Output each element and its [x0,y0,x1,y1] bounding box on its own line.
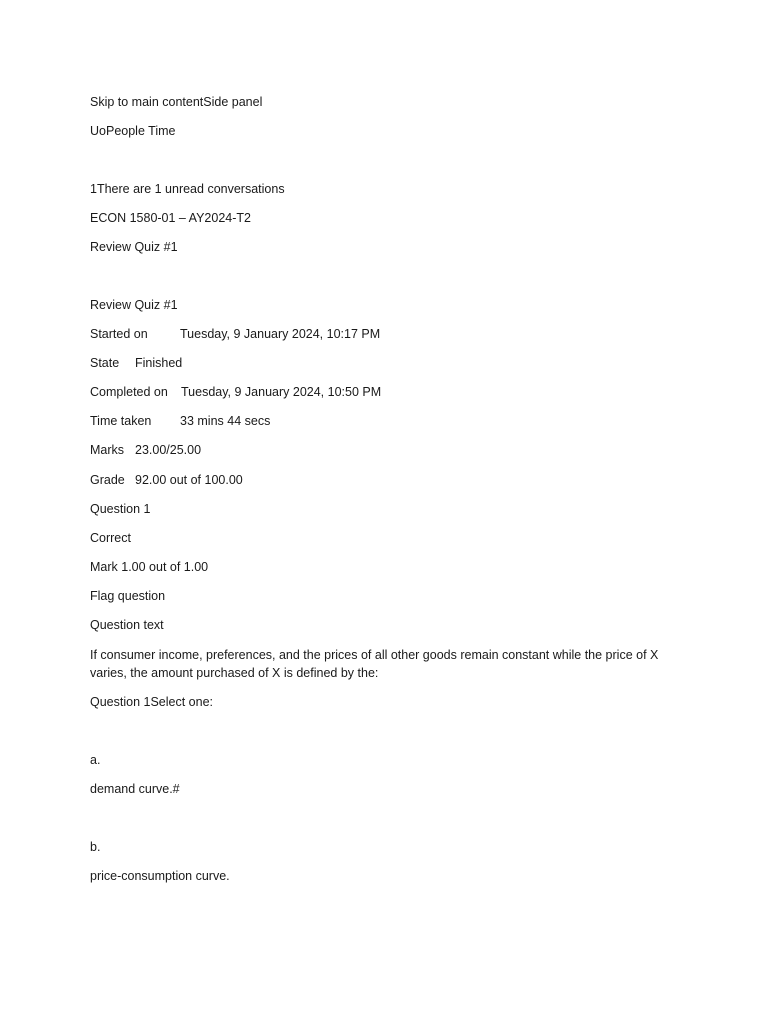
question-status: Correct [90,531,131,545]
option-b-letter[interactable]: b. [90,840,101,854]
flag-question-button[interactable]: Flag question [90,589,166,603]
completed-on-value: Tuesday, 9 January 2024, 10:50 PM [181,385,382,399]
notification-text: There are 1 unread conversations [96,182,285,196]
question-mark: Mark 1.00 out of 1.00 [90,560,209,574]
option-a-text[interactable]: demand curve.# [90,782,180,796]
notification-count: 1 [90,182,97,196]
option-b-text[interactable]: price-consumption curve. [90,869,230,883]
time-taken-label: Time taken [90,414,152,428]
state-row [90,355,182,371]
marks-label: Marks [90,443,125,457]
started-on-label: Started on [90,327,148,341]
side-panel-button[interactable]: Side panel [203,95,263,109]
site-name[interactable]: UoPeople Time [90,124,176,138]
state-label: State [90,356,120,370]
skip-to-content-link[interactable]: Skip to main content [90,95,204,109]
marks-row [90,442,201,458]
grade-value: 92.00 out of 100.00 [135,473,243,487]
state-value: Finished [135,356,183,370]
started-on-value: Tuesday, 9 January 2024, 10:17 PM [180,327,381,341]
top-nav [90,94,262,110]
marks-value: 23.00/25.00 [135,443,202,457]
option-a-letter[interactable]: a. [90,753,101,767]
page-title: Review Quiz #1 [90,298,178,312]
completed-on-row [90,384,381,400]
question-text-heading: Question text [90,618,164,632]
completed-on-label: Completed on [90,385,168,399]
question-number: Question 1 [90,502,151,516]
grade-row [90,472,243,488]
question-text: If consumer income, preferences, and the prices of all other goods remain constant while the price of X varies, the amount purchased of X is defined by the: [90,648,659,680]
unread-conversations[interactable] [90,181,285,197]
started-on-row [90,326,380,342]
select-prompt: Question 1Select one: [90,695,213,709]
breadcrumb-course[interactable]: ECON 1580-01 – AY2024-T2 [90,211,251,225]
breadcrumb-quiz[interactable]: Review Quiz #1 [90,240,178,254]
grade-label: Grade [90,473,125,487]
time-taken-row [90,413,270,429]
time-taken-value: 33 mins 44 secs [180,414,271,428]
